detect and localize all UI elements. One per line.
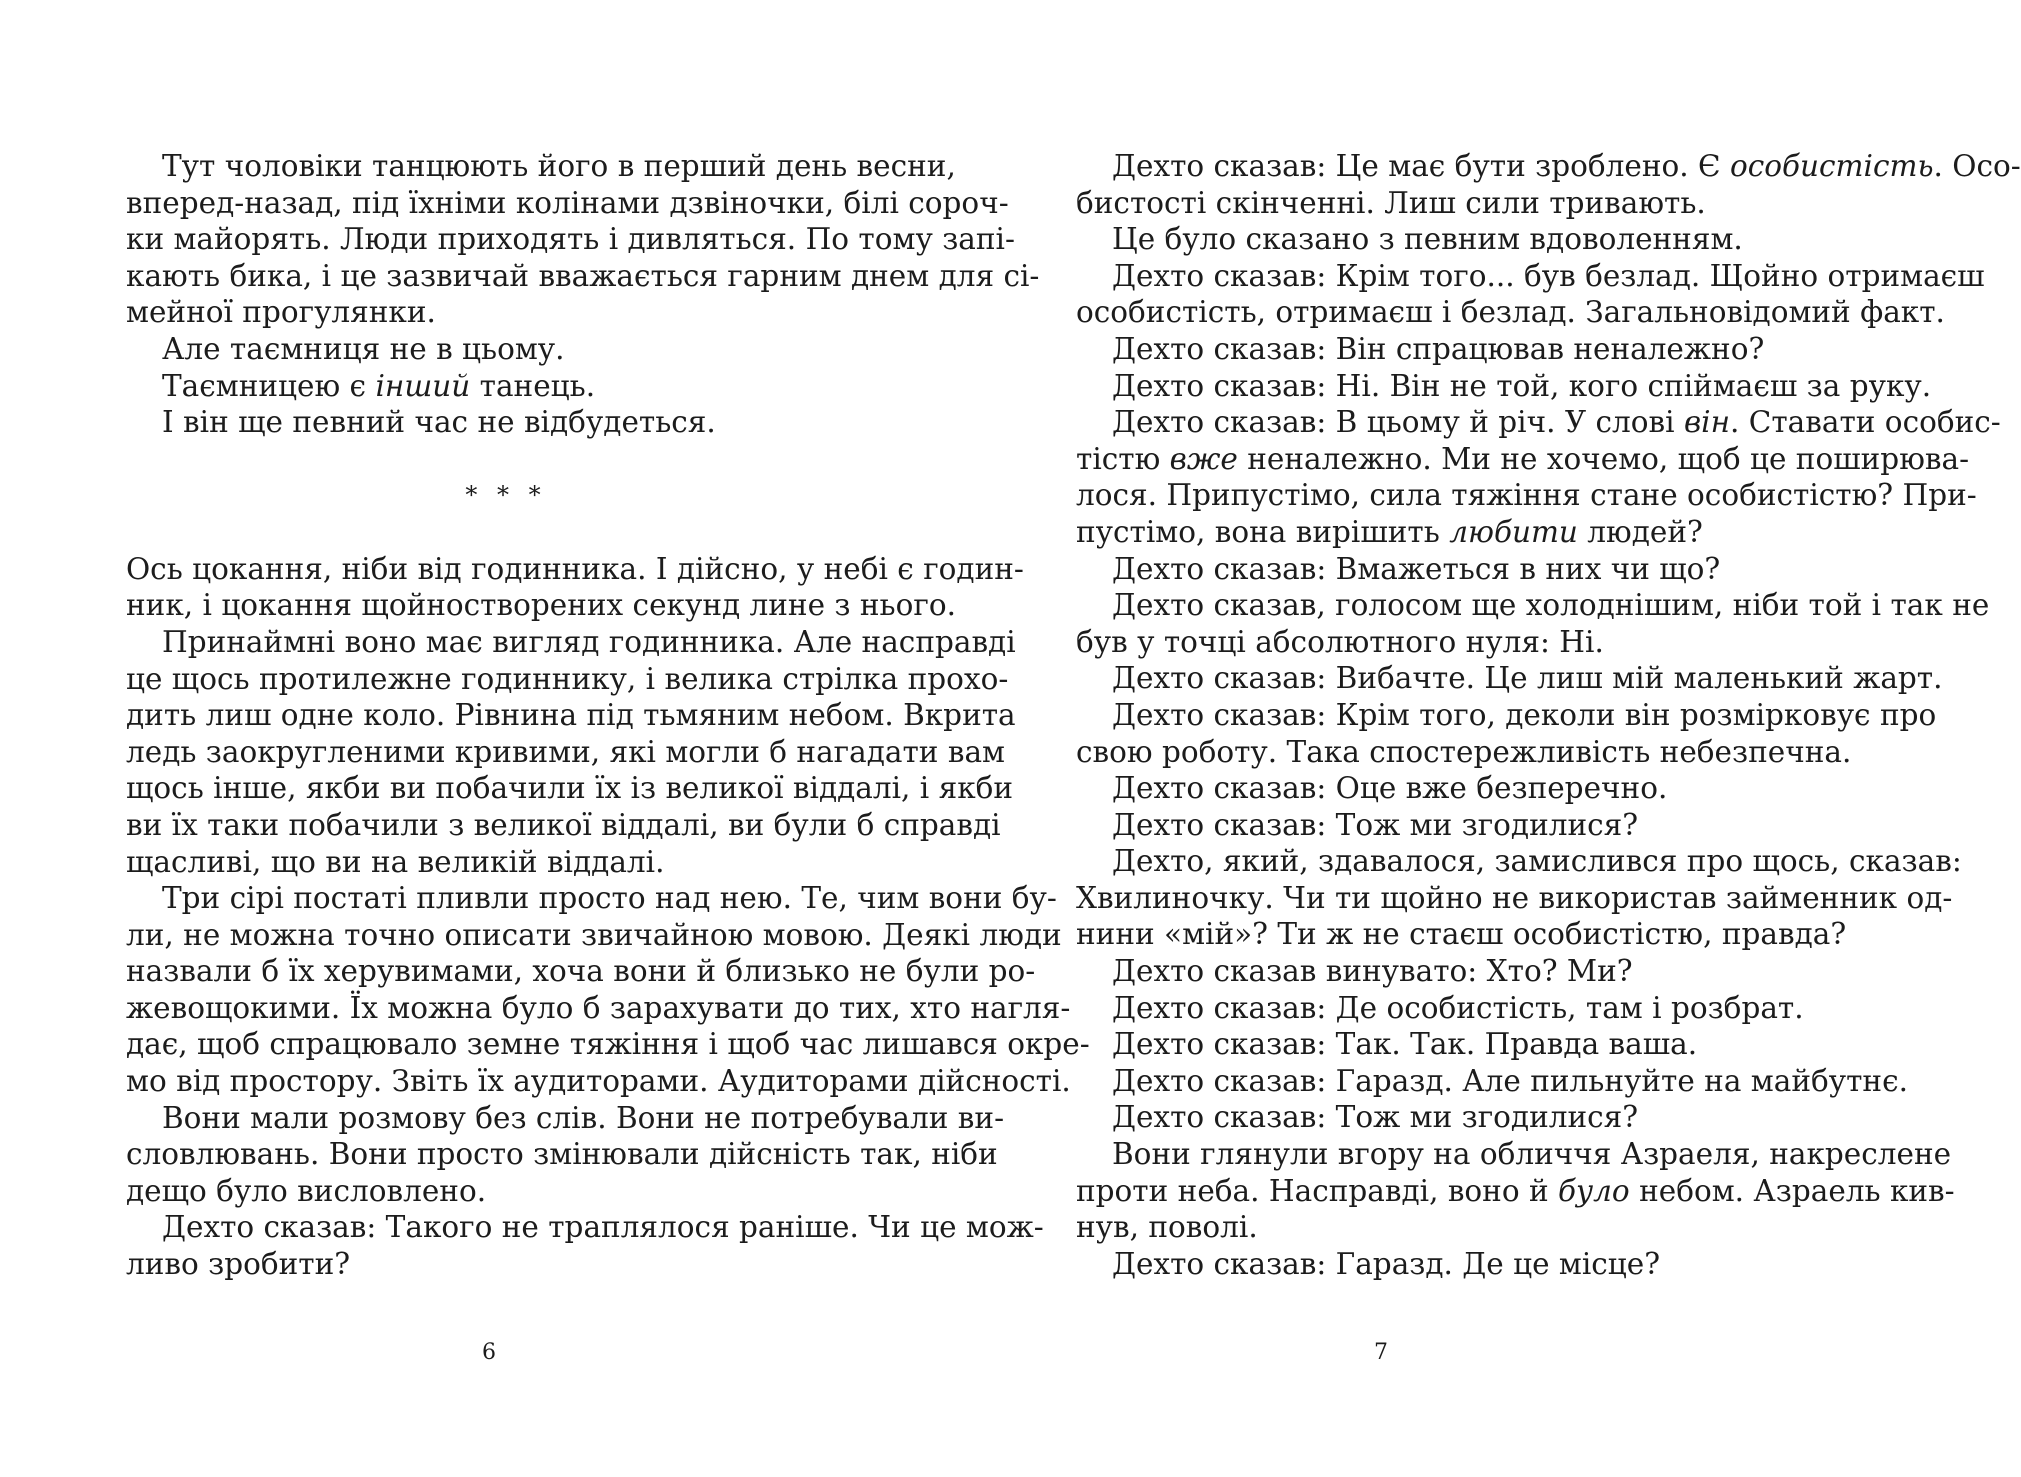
paragraph — [1076, 551, 1836, 588]
text-line: свою роботу. Така спостережливість небезпечна. — [1076, 734, 1852, 769]
text-line: Тут чоловіки танцюють його в перший день весни, — [162, 149, 956, 183]
text-line: щось інше, якби ви побачили їх із великої віддалі, і якби — [126, 771, 1014, 806]
section-separator: * * * — [465, 481, 547, 510]
paragraph — [1076, 331, 1836, 368]
text-line: Вони мали розмову без слів. Вони не потребували ви- — [162, 1100, 1005, 1135]
text-line: особистість, отримаєш і безлад. Загальновідомий факт. — [1076, 295, 1945, 330]
text-line: дає, щоб спрацювало земне тяжіння і щоб час лишався окре- — [126, 1027, 1090, 1062]
text-line: Дехто, який, здавалося, замислився про щось, сказав: — [1112, 844, 1962, 879]
text-line: ли, не можна точно описати звичайною мовою. Деякі люди — [126, 917, 1062, 952]
text-line: Дехто сказав: Вибачте. Це лиш мій маленький жарт. — [1112, 661, 1943, 696]
text-line: Таємницею є інший танець. — [162, 368, 596, 403]
paragraph — [1076, 660, 1943, 697]
text-line: Дехто сказав: Гаразд. Де це місце? — [1112, 1246, 1661, 1281]
text-line: це щось протилежне годиннику, і велика стрілка прохо- — [126, 661, 1009, 696]
text-line: лося. Припустімо, сила тяжіння стане особистістю? При- — [1076, 478, 1977, 513]
text-line: Дехто сказав: Гаразд. Але пильнуйте на майбутнє. — [1112, 1063, 1908, 1098]
paragraph — [1076, 953, 1836, 990]
text-line: Дехто сказав: Ні. Він не той, кого спіймаєш за руку. — [1112, 368, 1932, 403]
paragraph — [126, 148, 1040, 331]
paragraph — [1076, 404, 2001, 550]
paragraph — [126, 331, 886, 368]
text-line: щасливі, що ви на великій віддалі. — [126, 844, 665, 879]
text-line: словлювань. Вони просто змінювали дійсність так, ніби — [126, 1137, 998, 1172]
text-line: нини «мій»? Ти ж не стаєш особистістю, правда? — [1076, 917, 1847, 952]
text-line: Дехто сказав винувато: Хто? Ми? — [1112, 954, 1633, 989]
page-right — [960, 0, 2021, 1477]
page-number: 7 — [1374, 1340, 1388, 1365]
text-line: Три сірі постаті пливли просто над нею. Те, чим вони бу- — [162, 881, 1057, 916]
text-line: кають бика, і це зазвичай вважається гарним днем для сі- — [126, 258, 1040, 293]
text-line: Дехто сказав: Вмажеться в них чи що? — [1112, 551, 1721, 586]
text-line: Принаймні воно має вигляд годинника. Але насправді — [162, 624, 1016, 659]
text-line: Дехто сказав: Так. Так. Правда ваша. — [1112, 1027, 1698, 1062]
text-line: мейної прогулянки. — [126, 295, 436, 330]
left-body-text — [126, 148, 1090, 1283]
paragraph — [1076, 697, 1937, 770]
paragraph — [1076, 1063, 1908, 1100]
text-line: бистості скінченні. Лиш сили тривають. — [1076, 185, 1706, 220]
text-line: ки майорять. Люди приходять і дивляться. По тому запі- — [126, 222, 1015, 257]
paragraph — [1076, 221, 1836, 258]
text-line: ливо зробити? — [126, 1247, 351, 1282]
text-line: проти неба. Насправді, воно й було небом. Азраель кив- — [1076, 1173, 1955, 1208]
paragraph — [1076, 368, 1932, 405]
paragraph — [126, 551, 1024, 624]
text-line: Дехто сказав, голосом ще холоднішим, ніби той і так не — [1112, 588, 1990, 623]
text-line: назвали б їх херувимами, хоча вони й близько не були ро- — [126, 954, 1036, 989]
text-line: Ось цокання, ніби від годинника. І дійсно, у небі є годин- — [126, 551, 1024, 586]
text-line: жевощокими. Їх можна було б зарахувати до тих, хто нагля- — [126, 990, 1071, 1025]
text-line: Але таємниця не в цьому. — [162, 331, 565, 366]
paragraph — [126, 1209, 1044, 1282]
text-line: ник, і цокання щойностворених секунд лине з нього. — [126, 588, 956, 623]
text-line: вперед-назад, під їхніми колінами дзвіночки, білі сороч- — [126, 185, 1009, 220]
text-line: Дехто сказав: Такого не траплялося раніше. Чи це мож- — [162, 1210, 1044, 1245]
text-line: Дехто сказав: Крім того... був безлад. Щойно отримаєш — [1112, 258, 1985, 293]
paragraph — [1076, 1246, 1836, 1283]
page-number: 6 — [482, 1340, 496, 1365]
text-line: Дехто сказав: Він спрацював неналежно? — [1112, 331, 1765, 366]
text-line: Дехто сказав: Тож ми згодилися? — [1112, 1100, 1639, 1135]
paragraph — [126, 1100, 1005, 1210]
text-line: був у точці абсолютного нуля: Ні. — [1076, 624, 1604, 659]
paragraph — [1076, 587, 1990, 660]
text-line: Дехто сказав: Це має бути зроблено. Є особистість. Осо- — [1112, 149, 2021, 183]
paragraph — [1076, 1136, 1955, 1246]
paragraph — [1076, 148, 2021, 221]
text-line: Дехто сказав: Де особистість, там і розбрат. — [1112, 990, 1804, 1025]
paragraph — [126, 368, 886, 405]
text-line: нув, поволі. — [1076, 1210, 1258, 1245]
text-line: Вони глянули вгору на обличчя Азраеля, накреслене — [1112, 1137, 1952, 1172]
text-line: тістю вже неналежно. Ми не хочемо, щоб це поширюва- — [1076, 441, 1970, 476]
paragraph — [1076, 258, 1985, 331]
paragraph — [1076, 990, 1836, 1027]
text-line: Дехто сказав: В цьому й річ. У слові він. Ставати особис- — [1112, 405, 2001, 440]
text-line: Дехто сказав: Оце вже безперечно. — [1112, 771, 1668, 806]
text-line: дить лиш одне коло. Рівнина під тьмяним небом. Вкрита — [126, 698, 1016, 733]
text-line: ви їх таки побачили з великої віддалі, ви були б справді — [126, 807, 1001, 842]
paragraph — [1076, 1026, 1836, 1063]
text-line: Дехто сказав: Тож ми згодилися? — [1112, 807, 1639, 842]
paragraph — [126, 624, 1016, 880]
paragraph — [1076, 807, 1836, 844]
text-line: Дехто сказав: Крім того, деколи він розмірковує про — [1112, 697, 1937, 732]
text-line: Це було сказано з певним вдоволенням. — [1112, 222, 1743, 257]
text-line: І він ще певний час не відбудеться. — [162, 405, 716, 440]
text-line: пустімо, вона вирішить любити людей? — [1076, 514, 1703, 549]
right-body-text — [1076, 148, 2021, 1282]
text-line: дещо було висловлено. — [126, 1173, 487, 1208]
text-line: мо від простору. Звіть їх аудиторами. Аудиторами дійсності. — [126, 1064, 1071, 1099]
paragraph — [1076, 1099, 1836, 1136]
paragraph — [1076, 843, 1962, 953]
text-line: Хвилиночку. Чи ти щойно не використав займенник од- — [1076, 880, 1953, 915]
paragraph — [1076, 770, 1836, 807]
paragraph — [126, 404, 886, 441]
paragraph — [126, 880, 1090, 1100]
text-line: ледь заокругленими кривими, які могли б нагадати вам — [126, 734, 1005, 769]
